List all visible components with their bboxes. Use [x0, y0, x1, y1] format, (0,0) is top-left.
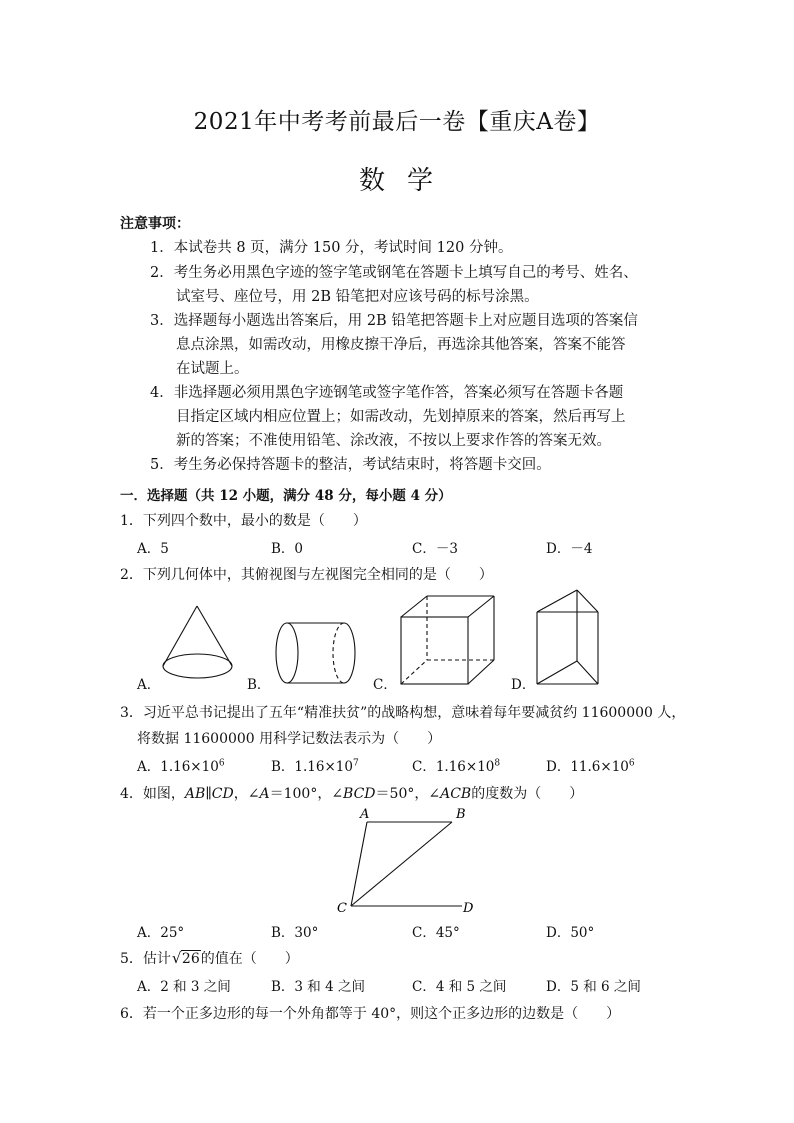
q3-option-d: D．$11.6\times 10^6$ — [546, 758, 635, 775]
notice-item-5: 5．考生务必保持答题卡的整洁，考试结束时，将答题卡交回。 — [150, 457, 551, 473]
q2-option-d: D． — [511, 677, 536, 693]
q4-option-a: A．25° — [137, 925, 185, 941]
q1-option-d: D．－4 — [546, 541, 593, 557]
q2-option-b: B． — [247, 677, 271, 693]
q3-option-c: C．$1.16\times 10^8$ — [412, 758, 501, 775]
question-3-stem-line1: 3．习近平总书记提出了五年“精准扶贫”的战略构想，意味着每年要减贫约 11600000 人， — [120, 705, 686, 721]
question-5-stem: 5．估计 √ 26的值在（ ） — [120, 949, 299, 967]
q5-option-d: D．5 和 6 之间 — [546, 979, 641, 995]
q5-option-a: A．2 和 3 之间 — [137, 979, 231, 995]
exam-title: 2021年中考考前最后一卷【重庆A卷】 — [193, 109, 601, 135]
q1-option-c: C．－3 — [412, 541, 458, 557]
q1-option-a: A．5 — [137, 541, 169, 557]
question-3-stem-line2: 将数据 11600000 用科学记数法表示为（ ） — [137, 731, 442, 747]
notice-item-3-cont: 息点涂黑，如需改动，用橡皮擦干净后，再选涂其他答案，答案不能答 — [176, 337, 626, 353]
notice-item-4-cont: 目指定区域内相应位置上；如需改动，先划掉原来的答案，然后再写上 — [176, 409, 626, 425]
q3-option-b: B．$1.16\times 10^7$ — [271, 758, 359, 775]
notice-item-4: 4．非选择题必须用黑色字迹钢笔或签字笔作答，答案必须写在答题卡各题 — [150, 385, 624, 401]
q2-option-c: C． — [373, 677, 397, 693]
question-1-stem: 1．下列四个数中，最小的数是（ ） — [120, 513, 367, 529]
notice-item-3: 3．选择题每小题选出答案后，用 2B 铅笔把答题卡上对应题目选项的答案信 — [150, 313, 638, 329]
label-B: B — [456, 807, 466, 822]
notice-item-2: 2．考生务必用黑色字迹的签字笔或钢笔在答题卡上填写自己的考号、姓名、 — [150, 265, 638, 281]
q1-option-b: B．0 — [271, 541, 304, 557]
q2-option-a: A． — [137, 677, 161, 693]
subject-title: 数学 — [358, 166, 455, 196]
q5-option-b: B．3 和 4 之间 — [271, 979, 365, 995]
label-C: C — [337, 901, 347, 916]
q4-option-b: B．30° — [271, 925, 319, 941]
notice-item-3-cont2: 在试题上。 — [176, 361, 249, 377]
q3-option-a: A．$1.16\times 10^6$ — [137, 758, 225, 775]
q4-option-c: C．45° — [412, 925, 460, 941]
label-D: D — [463, 901, 474, 916]
q5-option-c: C．4 和 5 之间 — [412, 979, 507, 995]
question-4-stem: 4．如图，AB∥CD，∠A＝100°，∠BCD＝50°，∠ACB的度数为（ ） — [120, 786, 584, 802]
notice-item-1: 1．本试卷共 8 页，满分 150 分，考试时间 120 分钟。 — [150, 240, 513, 256]
notice-item-4-cont2: 新的答案；不准使用铅笔、涂改液，不按以上要求作答的答案无效。 — [176, 433, 611, 449]
q4-option-d: D．50° — [546, 925, 595, 941]
label-A: A — [360, 807, 370, 822]
sqrt-symbol: √ 26 — [171, 949, 200, 967]
section-heading: 一．选择题（共 12 小题，满分 48 分，每小题 4 分） — [120, 488, 452, 504]
notice-item-2-cont: 试室号、座位号，用 2B 铅笔把对应该号码的标号涂黑。 — [176, 289, 539, 305]
notice-heading: 注意事项： — [120, 216, 190, 232]
question-2-stem: 2．下列几何体中，其俯视图与左视图完全相同的是（ ） — [120, 567, 493, 583]
question-6-stem: 6．若一个正多边形的每一个外角都等于 40°，则这个正多边形的边数是（ ） — [120, 1006, 621, 1022]
